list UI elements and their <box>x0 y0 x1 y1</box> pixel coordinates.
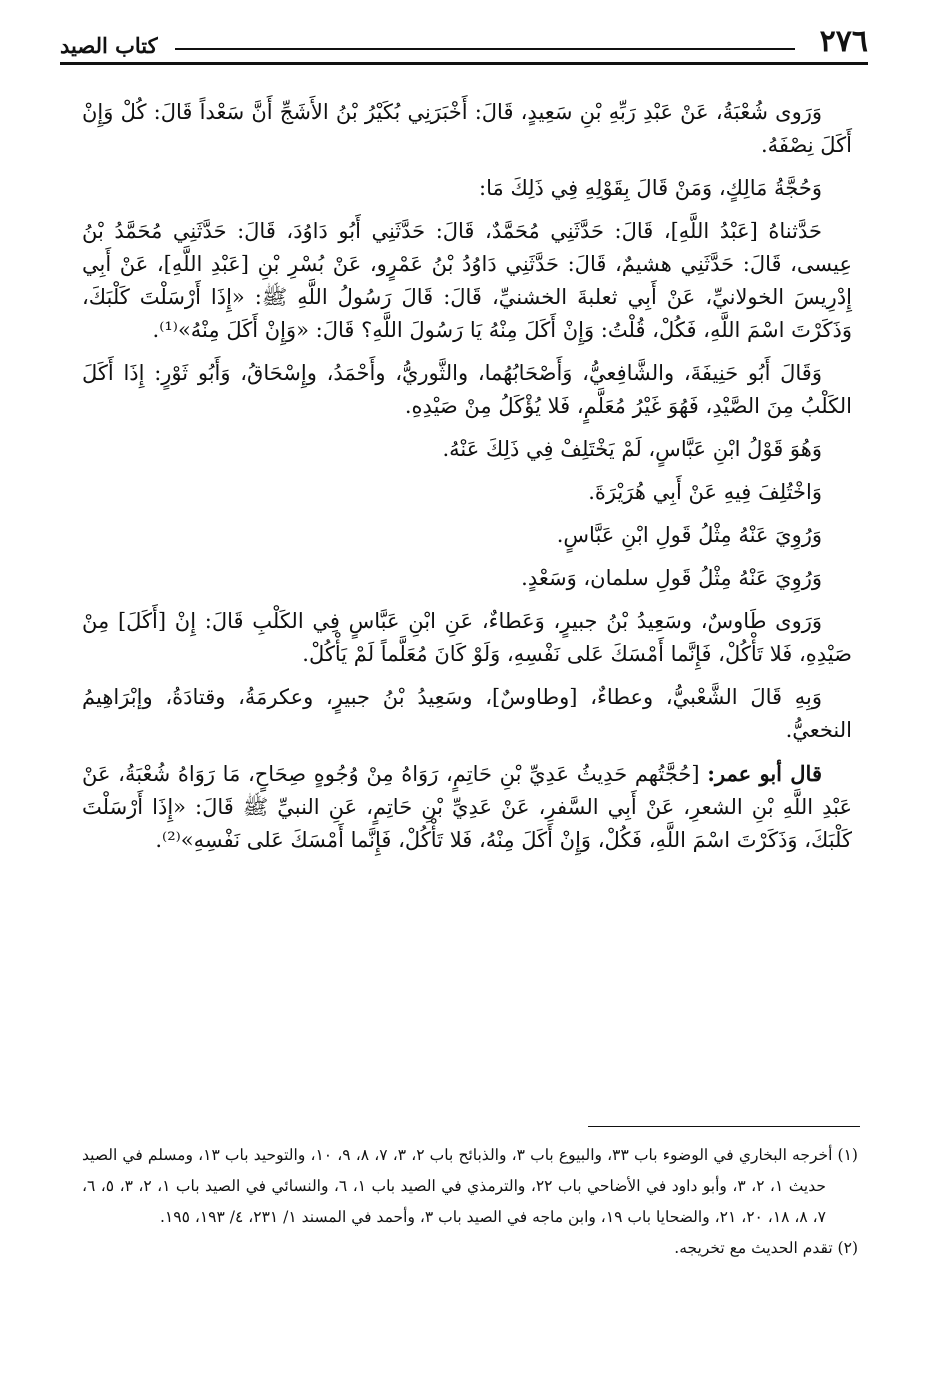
header-divider <box>175 48 795 50</box>
paragraph-8: وَرُوِيَ عَنْهُ مِثْلُ قَولِ سلمان، وَسَعْدٍ. <box>521 566 822 590</box>
paragraph-lead: قال أبو عمر: <box>707 761 822 786</box>
header-rule <box>60 62 868 65</box>
footnote-divider <box>588 1126 860 1127</box>
paragraph-3: حَدَّثناهُ [عَبْدُ اللَّهِ]، قَالَ: حَدَّثَنِي مُحَمَّدٌ، قَالَ: حَدَّثَنِي أَبُو دَاوُدَ، قَالَ: حَدَّثَنِي مُحَمَّدُ بْنُ عِيسى، قَالَ: حَدَّثَنِي هشيمٌ، قَالَ: حَدَّثَنِي دَاوُدُ بْنُ عَمْرٍو، عَنْ بُسْرِ بْنِ [عَبْدِ اللَّهِ]، عَنْ أَبِي إِدْرِيسَ الخولانيِّ، عَنْ أَبِي ثعلبةَ الخشنيِّ، قَالَ: قَالَ رَسُولُ اللَّهِ ﷺ: «إِذَا أَرْسَلْتَ كَلْبَكَ، وَذَكَرْتَ اسْمَ اللَّهِ، فَكُلْ، قُلْتُ: وَإِنْ أَكَلَ مِنْهُ يَا رَسُولَ اللَّهِ؟ قَالَ: «وَإِنْ أَكَلَ مِنْهُ»⁽¹⁾. <box>82 219 852 342</box>
paragraph-2: وَحُجَّةُ مَالِكٍ، وَمَنْ قَالَ بِقَوْلِهِ فِي ذَلِكَ مَا: <box>479 176 822 200</box>
paragraph-1: وَرَوى شُعْبَةُ، عَنْ عَبْدِ رَبِّهِ بْنِ سَعِيدٍ، قَالَ: أَخْبَرَنِي بُكَيْرُ بْنُ الأَشَجِّ أَنَّ سَعْداً قَالَ: كُلْ وَإِنْ أَكَلَ نِصْفَهُ. <box>82 100 852 157</box>
main-text <box>82 96 852 867</box>
paragraph-4: وَقَالَ أَبُو حَنِيفَةَ، والشَّافِعيُّ، وَأَصْحَابُهُما، والثَّوريُّ، وأَحْمَدُ، وإِسْحَاقُ، وَأَبُو ثَوْرٍ: إِذَا أَكَلَ الكَلْبُ مِنَ الصَّيْدِ، فَهُوَ غَيْرُ مُعَلَّمٍ، فَلا يُؤْكَلُ مِنْ صَيْدِهِ. <box>82 361 852 418</box>
paragraph-10: وَبِهِ قَالَ الشَّعْبيُّ، وعطاءٌ، [وطاوسٌ]، وسَعِيدُ بْنُ جبيرٍ، وعكرمَةُ، وقتادَةُ، وإبْرَاهِيمُ النخعيُّ. <box>82 685 852 742</box>
book-title: كتاب الصيد <box>60 33 158 58</box>
paragraph-9: وَرَوى طَاوسٌ، وسَعِيدُ بْنُ جبيرٍ، وَعَطاءٌ، عَنِ ابْنِ عَبَّاسٍ فِي الكَلْبِ قَالَ: إِنْ [أَكَلَ] مِنْ صَيْدِهِ، فَلا تَأْكُلْ، فَإِنَّما أَمْسَكَ عَلى نَفْسِهِ، وَلَوْ كَانَ مُعَلَّماً لَمْ يَأْكُلْ. <box>82 609 852 666</box>
page-number: ٢٧٦ <box>819 24 868 59</box>
paragraph-5: وَهُوَ قَوْلُ ابْنِ عَبَّاسٍ، لَمْ يَخْتَلِفْ فِي ذَلِكَ عَنْهُ. <box>442 437 822 461</box>
paragraph-6: وَاخْتُلِفَ فِيهِ عَنْ أَبِي هُرَيْرَةَ. <box>588 480 822 504</box>
page-header <box>60 22 868 62</box>
paragraph-7: وَرُوِيَ عَنْهُ مِثْلُ قَولِ ابْنِ عَبَّاسٍ. <box>556 523 822 547</box>
footnote-1: (١) أخرجه البخاري في الوضوء باب ٣٣، والبيوع باب ٣، والذبائح باب ٢، ٣، ٧، ٨، ٩، ١٠، والتوحيد باب ١٣، ومسلم في الصيد حديث ١، ٢، ٣، وأبو داود في الأضاحي باب ٢٢، والترمذي في الصيد باب ١، ٦، والنسائي في الصيد باب ١، ٢، ٣، ٥، ٦، ٧، ٨، ١٨، ٢٠، ٢١، والضحايا باب ١٩، وابن ماجه في الصيد باب ٣، وأحمد في المسند ١/ ٢٣١، ٤/ ١٩٣، ١٩٥. <box>82 1146 858 1226</box>
paragraph-11: قال أبو عمر: [حُجَّتُهم حَدِيثُ عَدِيِّ بْنِ حَاتِمٍ، رَوَاهُ مِنْ وُجُوهٍ صِحَاحٍ، مَا رَوَاهُ شُعْبَةُ، عَنْ عَبْدِ اللَّهِ بْنِ الشعرِ، عَنْ أَبِي السَّفرِ، عَنْ عَدِيِّ بْنِ حَاتِمٍ، عَنِ النبيِّ ﷺ قَالَ: «إِذَا أَرْسَلْتَ كَلْبَكَ، وَذَكَرْتَ اسْمَ اللَّهِ، فَكُلْ، وَإِنْ أَكَلَ مِنْهُ، فَلا تَأْكُلْ، فَإِنَّما أَمْسَكَ عَلى نَفْسِهِ»⁽²⁾. <box>82 761 852 852</box>
footnotes <box>82 1140 858 1264</box>
footnote-2: (٢) تقدم الحديث مع تخريجه. <box>674 1239 858 1257</box>
